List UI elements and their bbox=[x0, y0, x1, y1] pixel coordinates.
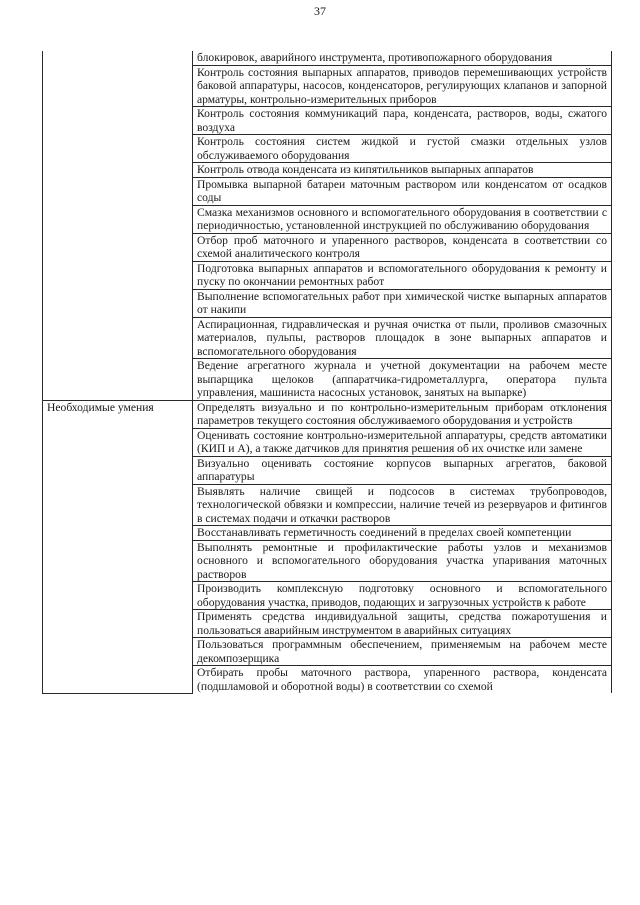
skill-cell: Определять визуально и по контрольно-измерительным приборам отклонения параметров текущего состояния обслуживаемого оборудования и устройств bbox=[193, 400, 612, 428]
labor-action-cell: Контроль состояния систем жидкой и густой смазки отдельных узлов обслуживаемого оборудования bbox=[193, 135, 612, 163]
labor-action-cell: Выполнение вспомогательных работ при химической чистке выпарных аппаратов от накипи bbox=[193, 289, 612, 317]
labor-action-cell: Подготовка выпарных аппаратов и вспомогательного оборудования к ремонту и пуску по окончании ремонтных работ bbox=[193, 261, 612, 289]
skill-cell: Восстанавливать герметичность соединений в пределах своей компетенции bbox=[193, 526, 612, 541]
labor-action-cell: Аспирационная, гидравлическая и ручная очистка от пыли, проливов смазочных материалов, пульпы, растворов площадок в зоне выпарных аппаратов и вспомогательного оборудования bbox=[193, 317, 612, 359]
labor-action-cell: Отбор проб маточного и упаренного растворов, конденсата в соответствии со схемой аналитического контроля bbox=[193, 233, 612, 261]
labor-action-cell: Контроль состояния коммуникаций пара, конденсата, растворов, воды, сжатого воздуха bbox=[193, 107, 612, 135]
labor-action-cell: Ведение агрегатного журнала и учетной документации на рабочем месте выпарщика щелоков (аппаратчика-гидрометаллурга, оператора пульта управления, машиниста насосных установок, занятых на выпарке) bbox=[193, 359, 612, 401]
labor-action-cell: Контроль отвода конденсата из кипятильников выпарных аппаратов bbox=[193, 163, 612, 178]
table-row bbox=[43, 51, 612, 65]
skill-cell: Отбирать пробы маточного раствора, упаренного раствора, конденсата (подшламовой и оборотной воды) в соответствии со схемой bbox=[193, 666, 612, 694]
competency-table bbox=[42, 51, 612, 694]
labor-actions-label-cell bbox=[43, 51, 193, 400]
skill-cell: Выявлять наличие свищей и подсосов в системах трубопроводов, технологической обвязки и компрессии, наличие течей из резервуаров и фитингов в системах подачи и откачки растворов bbox=[193, 484, 612, 526]
skill-cell: Пользоваться программным обеспечением, применяемым на рабочем месте декомпозерщика bbox=[193, 638, 612, 666]
labor-action-cell: Контроль состояния выпарных аппаратов, приводов перемешивающих устройств баковой аппаратуры, насосов, конденсаторов, регулирующих клапанов и запорной арматуры, контрольно-измерительных приборов bbox=[193, 65, 612, 107]
skill-cell: Выполнять ремонтные и профилактические работы узлов и механизмов основного и вспомогательного оборудования участка упаривания маточных растворов bbox=[193, 540, 612, 582]
labor-action-cell: Смазка механизмов основного и вспомогательного оборудования в соответствии с периодичностью, установленной инструкцией по обслуживанию оборудования bbox=[193, 205, 612, 233]
skill-cell: Визуально оценивать состояние корпусов выпарных агрегатов, баковой аппаратуры bbox=[193, 456, 612, 484]
skills-label-cell: Необходимые умения bbox=[43, 400, 193, 693]
table-row bbox=[43, 400, 612, 428]
skill-cell: Производить комплексную подготовку основного и вспомогательного оборудования участка, приводов, подающих и загрузочных устройств к работе bbox=[193, 582, 612, 610]
skill-cell: Оценивать состояние контрольно-измерительной аппаратуры, средств автоматики (КИП и А), а также датчиков для принятия решения об их очистке или замене bbox=[193, 428, 612, 456]
labor-action-cell: Промывка выпарной батареи маточным раствором или конденсатом от осадков соды bbox=[193, 177, 612, 205]
skill-cell: Применять средства индивидуальной защиты, средства пожаротушения и пользоваться аварийным инструментом в аварийных ситуациях bbox=[193, 610, 612, 638]
labor-action-cell: блокировок, аварийного инструмента, противопожарного оборудования bbox=[193, 51, 612, 65]
page-number: 37 bbox=[314, 4, 326, 18]
